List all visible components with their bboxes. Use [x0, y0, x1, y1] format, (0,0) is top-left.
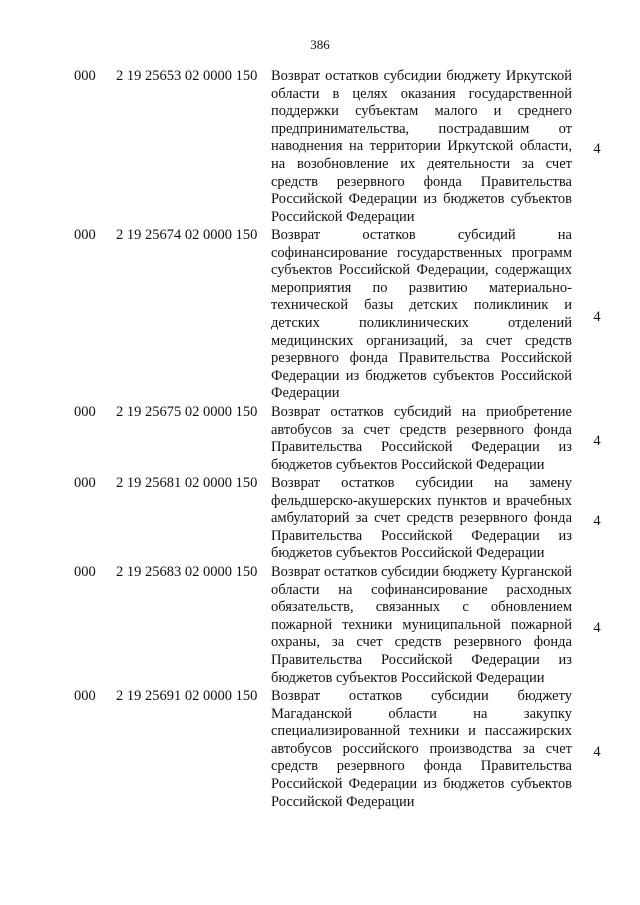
- description-cell: Возврат остатков субсидии на замену фельдшерско-акушерских пунктов и врачебных амбулаторий за счет средств резервного фонда Правительства Российской Федерации из бюджетов субъектов Российской Федерации: [271, 475, 572, 562]
- table-row: [0, 688, 640, 811]
- admin-code-cell: 000: [74, 475, 96, 491]
- description-cell: Возврат остатков субсидии бюджету Иркутской области в целях оказания государственной поддержки субъектам малого и среднего предпринимательства, пострадавшим от наводнения на территории Иркутской области, на возобновление их деятельности за счет средств резервного фонда Правительства Российской Федерации из бюджетов субъектов Российской Федерации: [271, 68, 572, 225]
- amount-cell: 4: [593, 309, 601, 325]
- budget-code-cell: 2 19 25691 02 0000 150: [116, 688, 258, 704]
- description-cell: Возврат остатков субсидии бюджету Курганской области на софинансирование расходных обязательств, связанных с обновлением пожарной техники муниципальной пожарной охраны, за счет средств резервного фонда Правительства Российской Федерации из бюджетов субъектов Российской Федерации: [271, 564, 572, 686]
- admin-code-cell: 000: [74, 688, 96, 704]
- budget-code-cell: 2 19 25653 02 0000 150: [116, 68, 258, 84]
- amount-cell: 4: [593, 433, 601, 449]
- admin-code-cell: 000: [74, 227, 96, 243]
- amount-cell: 4: [593, 513, 601, 529]
- admin-code-cell: 000: [74, 564, 96, 580]
- page-number: 386: [310, 37, 330, 52]
- amount-cell: 4: [593, 744, 601, 760]
- budget-code-cell: 2 19 25681 02 0000 150: [116, 475, 258, 491]
- budget-code-cell: 2 19 25675 02 0000 150: [116, 404, 258, 420]
- amount-cell: 4: [593, 141, 601, 157]
- admin-code-cell: 000: [74, 404, 96, 420]
- table-row: [0, 475, 640, 563]
- table-row: [0, 564, 640, 687]
- budget-code-cell: 2 19 25683 02 0000 150: [116, 564, 258, 580]
- admin-code-cell: 000: [74, 68, 96, 84]
- table-row: [0, 227, 640, 403]
- budget-code-cell: 2 19 25674 02 0000 150: [116, 227, 258, 243]
- amount-cell: 4: [593, 620, 601, 636]
- table-row: [0, 68, 640, 226]
- description-cell: Возврат остатков субсидии бюджету Магаданской области на закупку специализированной техники и пассажирских автобусов российского производства за счет средств резервного фонда Правительства Российской Федерации из бюджетов субъектов Российской Федерации: [271, 688, 572, 810]
- description-cell: Возврат остатков субсидий на софинансирование государственных программ субъектов Российской Федерации, содержащих мероприятия по развитию материально-технической базы детских поликлиник и детских поликлинических отделений медицинских организаций, за счет средств резервного фонда Правительства Российской Федерации из бюджетов субъектов Российской Федерации: [271, 227, 572, 402]
- description-cell: Возврат остатков субсидий на приобретение автобусов за счет средств резервного фонда Правительства Российской Федерации из бюджетов субъектов Российской Федерации: [271, 404, 572, 473]
- table-row: [0, 404, 640, 474]
